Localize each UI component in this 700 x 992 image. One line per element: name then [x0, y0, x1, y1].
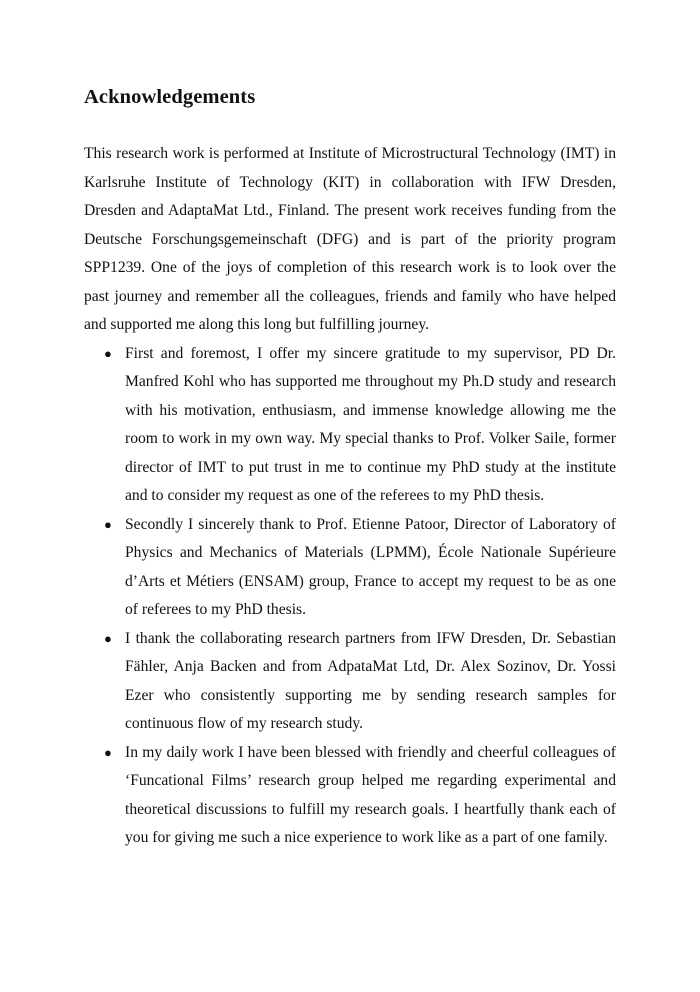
document-page — [84, 83, 616, 853]
list-item — [84, 625, 616, 739]
list-item — [84, 739, 616, 853]
bullet-icon: ● — [104, 630, 112, 646]
list-item — [84, 511, 616, 625]
intro-paragraph: This research work is performed at Institute of Microstructural Technology (IMT) in Karlsruhe Institute of Technology (KIT) in collaboration with IFW Dresden, Dresden and AdaptaMat Ltd., Finland. The present work receives funding from the Deutsche Forschungsgemeinschaft (DFG) and is part of the priority program SPP1239. One of the joys of completion of this research work is to look over the past journey and remember all the colleagues, friends and family who have helped and supported me along this long but fulfilling journey. — [84, 145, 616, 333]
page-title: Acknowledgements — [84, 86, 256, 108]
bullet-icon: ● — [104, 516, 112, 532]
list-item — [84, 340, 616, 511]
list-item-text: Secondly I sincerely thank to Prof. Etienne Patoor, Director of Laboratory of Physics and Mechanics of Materials (LPMM), École Nationale Supérieure d’Arts et Métiers (ENSAM) group, France to accept my request to be as one of referees to my PhD thesis. — [125, 515, 616, 618]
bullet-icon: ● — [104, 345, 112, 361]
list-item-text: I thank the collaborating research partners from IFW Dresden, Dr. Sebastian Fähler, Anja Backen and from AdpataMat Ltd, Dr. Alex Sozinov, Dr. Yossi Ezer who consistently supporting me by sending research samples for continuous flow of my research study. — [125, 629, 616, 732]
list-item-text: First and foremost, I offer my sincere gratitude to my supervisor, PD Dr. Manfred Kohl who has supported me throughout my Ph.D study and research with his motivation, enthusiasm, and immense knowledge allowing me the room to work in my own way. My special thanks to Prof. Volker Saile, former director of IMT to put trust in me to continue my PhD study at the institute and to consider my request as one of the referees to my PhD thesis. — [125, 344, 616, 504]
bullet-icon: ● — [104, 744, 112, 760]
list-item-text: In my daily work I have been blessed with friendly and cheerful colleagues of ‘Funcational Films’ research group helped me regarding experimental and theoretical discussions to fulfill my research goals. I heartfully thank each of you for giving me such a nice experience to work like as a part of one family. — [125, 743, 616, 846]
acknowledgement-list — [84, 340, 616, 853]
